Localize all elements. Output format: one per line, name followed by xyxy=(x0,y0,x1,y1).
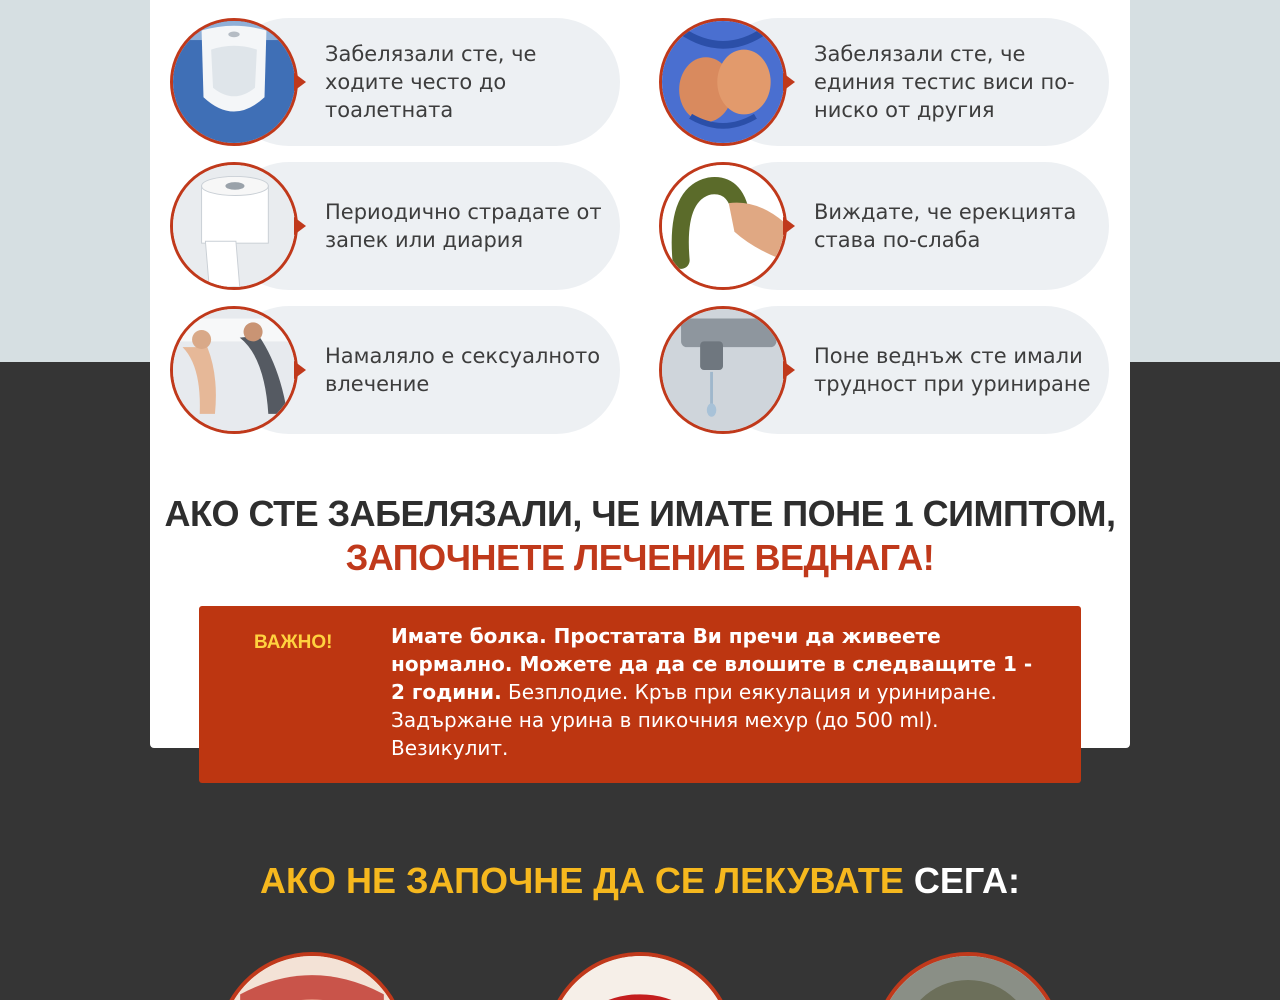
symptom-item-weak-erection xyxy=(659,162,1109,290)
anatomy-image-3 xyxy=(873,952,1063,1000)
important-regular-text: Безплодие. Кръв при еякулация и уриниране. Задържане на урина в пикочния мехур (до 500 ml). Везикулит. xyxy=(391,680,997,760)
symptom-item-constipation xyxy=(170,162,620,290)
important-text xyxy=(391,622,1041,762)
important-notice xyxy=(199,606,1081,783)
urinal-icon xyxy=(170,18,298,146)
pointer-arrow xyxy=(294,73,306,91)
toilet-paper-icon xyxy=(170,162,298,290)
symptom-item-testicle xyxy=(659,18,1109,146)
symptom-text: Поне веднъж сте имали трудност при уриниране xyxy=(814,344,1091,396)
important-bold-text: Имате болка. Простатата Ви пречи да живеете нормално. Можете да да се влошите в следващите 1 - 2 години. xyxy=(391,624,1033,704)
headline-line-2: ЗАПОЧНЕТЕ ЛЕЧЕНИЕ ВЕДНАГА! xyxy=(345,537,935,578)
pointer-arrow xyxy=(294,217,306,235)
symptom-item-libido xyxy=(170,306,620,434)
couple-bed-icon xyxy=(170,306,298,434)
symptom-text: Намаляло е сексуалното влечение xyxy=(325,344,601,396)
pointer-arrow xyxy=(294,361,306,379)
symptom-item-urination-difficulty xyxy=(659,306,1109,434)
headline-line-1: АКО СТЕ ЗАБЕЛЯЗАЛИ, ЧЕ ИМАТЕ ПОНЕ 1 СИМПТОМ, xyxy=(164,493,1116,534)
symptom-text: Забелязали сте, че единия тестис виси по-ниско от другия xyxy=(814,42,1075,122)
symptom-text: Периодично страдате от запек или диария xyxy=(325,200,602,252)
symptom-text: Забелязали сте, че ходите често до тоалетната xyxy=(325,42,537,122)
symptom-text: Виждате, че ерекцията става по-слаба xyxy=(814,200,1077,252)
main-headline xyxy=(150,492,1130,580)
consequences-headline-yellow: АКО НЕ ЗАПОЧНЕ ДА СЕ ЛЕКУВАТЕ xyxy=(260,860,904,901)
cucumber-icon xyxy=(659,162,787,290)
symptom-item-frequent-urination xyxy=(170,18,620,146)
consequences-headline-white: СЕГА: xyxy=(903,860,1020,901)
consequences-headline xyxy=(0,858,1280,904)
important-label: ВАЖНО! xyxy=(254,632,333,653)
pointer-arrow xyxy=(783,217,795,235)
anatomy-image-1 xyxy=(217,952,407,1000)
pointer-arrow xyxy=(783,73,795,91)
dripping-tap-icon xyxy=(659,306,787,434)
anatomy-image-2 xyxy=(545,952,735,1000)
testicles-icon xyxy=(659,18,787,146)
pointer-arrow xyxy=(783,361,795,379)
